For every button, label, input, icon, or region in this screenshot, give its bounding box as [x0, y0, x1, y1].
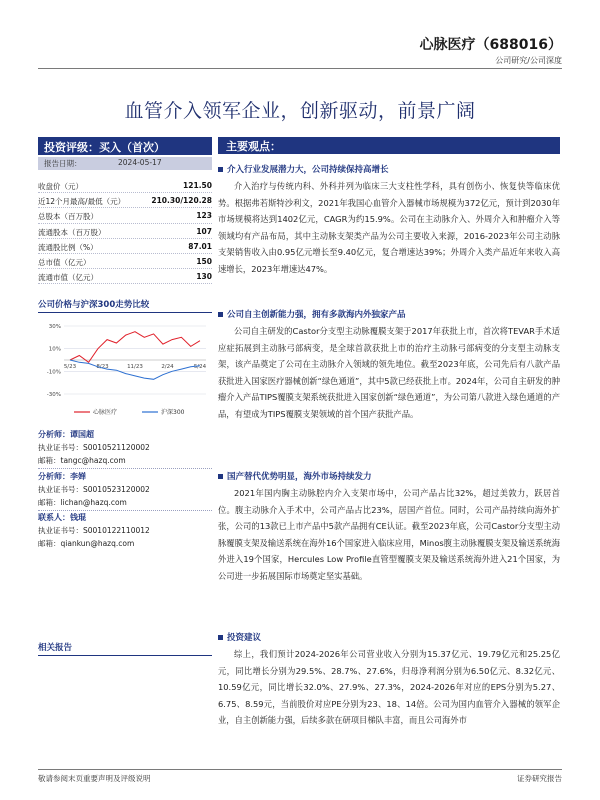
analyst-divider	[38, 468, 212, 469]
analyst-email: 邮箱：tangc@hazq.com	[38, 456, 126, 465]
stat-row	[38, 193, 212, 208]
point-body: 公司自主研发的Castor分支型主动脉覆膜支架于2017年获批上市，首次将TEVAR手术适应症拓展到主动脉弓部病变，是全球首款获批上市的治疗主动脉弓部病变的分支型主动脉支架，该产品奠定了公司在主动脉介入领域的领先地位。截至2023年底，公司先后有八款产品获批进入国家医疗器械创新“绿色通道”，其中5款已经获批上市。2024年，公司自主研发的肿瘤介入产品TIPS覆膜支架系统获批进入国家创新“绿色通道”，为公司第八款进入绿色通道的产品，有望成为TIPS覆膜支架领域的首个国产获批产品。	[218, 326, 560, 419]
report-title: 血管介入领军企业，创新驱动，前景广阔	[124, 100, 476, 122]
contact-cert: 执业证书号：S0010122110012	[38, 526, 150, 535]
report-date-value: 2024-05-17	[118, 158, 162, 167]
footer-divider	[38, 769, 562, 770]
y-tick-label: -30%	[46, 392, 61, 398]
stat-value: 123	[196, 211, 212, 221]
contact-email: 邮箱：qiankun@hazq.com	[38, 539, 135, 548]
report-type: 证券研究报告	[517, 774, 562, 783]
stat-label: 流通市值（亿元）	[38, 273, 98, 283]
x-tick-label: 8/23	[96, 364, 109, 370]
stat-value: 87.01	[188, 241, 212, 251]
price-chart-title: 公司价格与沪深300走势比较	[38, 298, 212, 313]
point-title	[218, 308, 560, 320]
stat-row	[38, 178, 212, 193]
point-title	[218, 470, 560, 482]
series-line-0	[70, 332, 200, 363]
analyst-block	[38, 428, 212, 469]
square-bullet-icon	[218, 312, 223, 317]
analyst-name: 分析师：李婵	[38, 472, 86, 481]
point-body: 综上，我们预计2024-2026年公司营业收入分别为15.37亿元、19.79亿元和25.25亿元，同比增长分别为29.5%、28.7%、27.6%，归母净利润分别为6.50亿元、8.32亿元、10.59亿元，同比增长32.0%、27.9%、27.3%，2024-2026年对应的EPS分别为5.27、6.75、8.59元，当前股价对应PE分别为23、18、14倍。公司为国内血管介入器械的领军企业，自主创新能力强，后续多款在研项目梯队丰富，而且公司海外市	[218, 649, 560, 725]
point-title-text: 公司自主创新能力强，拥有多款海内外独家产品	[227, 310, 406, 320]
analyst-cert: 执业证书号：S0010521120002	[38, 443, 150, 452]
stat-label: 流通股本（百万股）	[38, 227, 106, 237]
stat-value: 210.30/120.28	[151, 196, 212, 206]
stat-row	[38, 239, 212, 254]
stat-label: 收盘价（元）	[38, 182, 83, 191]
stat-row	[38, 208, 212, 223]
stat-row	[38, 254, 212, 269]
analyst-cert: 执业证书号：S0010523120002	[38, 485, 150, 494]
x-tick-label: 2/24	[161, 364, 174, 370]
x-tick-label: 5/23	[63, 364, 77, 370]
contact-block	[38, 511, 212, 550]
stat-value: 121.50	[183, 181, 212, 190]
disclaimer-note: 敬请参阅末页重要声明及评级说明	[38, 774, 151, 783]
report-category: 公司研究/公司深度	[495, 56, 562, 65]
point-title	[218, 163, 560, 175]
point-title-text: 投资建议	[227, 633, 262, 643]
point-title-text: 介入行业发展潜力大，公司持续保持高增长	[227, 165, 389, 175]
price-comparison-chart	[38, 320, 212, 420]
stat-row	[38, 224, 212, 239]
investment-rating: 投资评级：买入（首次）	[38, 137, 212, 155]
x-tick-label: 5/24	[193, 364, 207, 370]
point-title-text: 国产替代优势明显，海外市场持续发力	[227, 472, 372, 482]
square-bullet-icon	[218, 474, 223, 479]
stat-label: 近12个月最高/最低（元）	[38, 197, 126, 207]
stat-label: 总股本（百万股）	[38, 212, 98, 222]
company-ticker-title: 心脉医疗（688016）	[419, 37, 562, 53]
square-bullet-icon	[218, 167, 223, 172]
y-tick-label: 10%	[48, 346, 61, 353]
stock-stats-table	[38, 178, 212, 284]
point-body: 介入治疗与传统内科、外科并列为临床三大支柱性学科，具有创伤小、恢复快等临床优势。根据弗若斯特沙利文，2021年我国心血管介入器械市场规模为372亿元，预计到2030年市场规模将达到1402亿元，CAGR为约15.9%。公司在主动脉介入、外周介入和肿瘤介入等领域均有产品布局，其中主动脉支架类产品为公司主要收入来源，2016-2023年公司主动脉支架销售收入由0.95亿元增长至9.40亿元，复合增速达39%；外周介入类产品近年来收入高速增长，2023年增速达47%。	[218, 181, 560, 274]
report-date-label: 报告日期：	[44, 159, 82, 168]
price-chart-svg	[38, 320, 212, 420]
analyst-name: 分析师：谭国超	[38, 430, 94, 439]
analyst-email: 邮箱：lichan@hazq.com	[38, 498, 127, 507]
stat-label: 流通股比例（%）	[38, 242, 98, 252]
header-divider	[38, 68, 562, 69]
legend-label: 沪深300	[161, 409, 185, 416]
y-tick-label: -10%	[46, 369, 61, 376]
report-date-row	[38, 157, 212, 170]
analyst-block	[38, 470, 212, 511]
square-bullet-icon	[218, 635, 223, 640]
point-title	[218, 631, 560, 643]
stat-label: 总市值（亿元）	[38, 257, 91, 267]
main-points-heading: 主要观点：	[218, 137, 560, 154]
x-tick-label: 11/23	[127, 364, 143, 370]
contact-name: 联系人：钱琨	[38, 513, 86, 522]
y-tick-label: 30%	[48, 324, 61, 330]
stat-value: 150	[196, 256, 212, 266]
stat-row	[38, 269, 212, 284]
related-reports-title: 相关报告	[38, 641, 212, 656]
stat-value: 130	[196, 272, 212, 282]
legend-label: 心脉医疗	[93, 409, 118, 416]
point-body: 2021年国内胸主动脉腔内介入支架市场中，公司产品占比32%，超过美敦力，跃居首位。腹主动脉介入手术中，公司产品占比23%，居国产首位。同时，公司产品持续向海外扩张，公司的13款已上市产品中5款产品拥有CE认证。截至2023年底，公司Castor分支型主动脉覆膜支架及输送系统在海外16个国家进入临床应用，Minos腹主动脉覆膜支架及输送系统海外进入19个国家，Hercules Low Profile直管型覆膜支架及输送系统海外进入21个国家，为公司进一步拓展国际市场奠定坚实基础。	[218, 488, 560, 581]
stat-value: 107	[196, 226, 212, 236]
